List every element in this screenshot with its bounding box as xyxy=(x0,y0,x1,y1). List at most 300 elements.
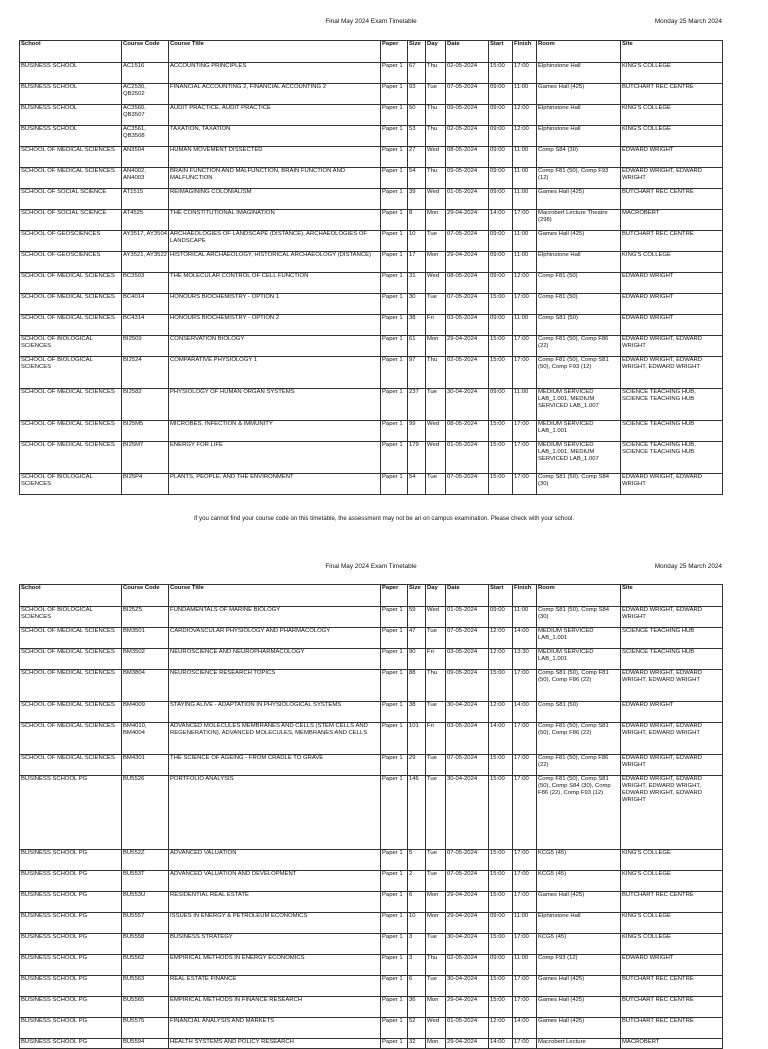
day-cell: Mon xyxy=(426,1039,446,1049)
school-cell: SCHOOL OF MEDICAL SCIENCES xyxy=(20,273,122,294)
table-row xyxy=(20,755,723,776)
room-cell: KCG5 (45) xyxy=(537,934,621,955)
table-row xyxy=(20,955,723,976)
school-cell: SCHOOL OF MEDICAL SCIENCES xyxy=(20,755,122,776)
date-cell: 07-05-2024 xyxy=(446,474,489,495)
finish-cell: 11:00 xyxy=(513,913,537,934)
room-cell: Comp F81 (50), Comp F93 (12) xyxy=(537,168,621,189)
size-cell: 54 xyxy=(408,168,426,189)
paper-cell: Paper 1 xyxy=(381,474,408,495)
table-row xyxy=(20,628,723,649)
site-cell: EDWARD WRIGHT xyxy=(621,315,723,336)
date-cell: 01-05-2024 xyxy=(446,442,489,474)
room-cell: Comp S81 (50), Comp S84 (30) xyxy=(537,474,621,495)
course-code-cell: AC3561, QB3508 xyxy=(122,126,169,147)
table-row xyxy=(20,723,723,755)
school-cell: BUSINESS SCHOOL xyxy=(20,63,122,84)
table-row xyxy=(20,871,723,892)
size-cell: 2 xyxy=(408,871,426,892)
size-cell: 6 xyxy=(408,892,426,913)
column-header-finish: Finish xyxy=(513,41,537,63)
course-code-cell: BM4009 xyxy=(122,702,169,723)
header-row xyxy=(20,585,723,607)
school-cell: SCHOOL OF MEDICAL SCIENCES xyxy=(20,723,122,755)
site-cell: KING'S COLLEGE xyxy=(621,871,723,892)
start-cell: 09:00 xyxy=(489,189,513,210)
paper-cell: Paper 1 xyxy=(381,189,408,210)
date-cell: 30-04-2024 xyxy=(446,389,489,421)
course-title-cell: HISTORICAL ARCHAEOLOGY, HISTORICAL ARCHAEOLOGY (DISTANCE) xyxy=(169,252,381,273)
date-cell: 29-04-2024 xyxy=(446,252,489,273)
page-1-title: Final May 2024 Exam Timetable xyxy=(325,18,417,25)
start-cell: 15:00 xyxy=(489,336,513,357)
size-cell: 54 xyxy=(408,474,426,495)
school-cell: SCHOOL OF MEDICAL SCIENCES xyxy=(20,442,122,474)
course-title-cell: TAXATION, TAXATION xyxy=(169,126,381,147)
finish-cell: 17:00 xyxy=(513,934,537,955)
start-cell: 15:00 xyxy=(489,776,513,850)
column-header-school: School xyxy=(20,41,122,63)
paper-cell: Paper 1 xyxy=(381,649,408,670)
day-cell: Tue xyxy=(426,976,446,997)
day-cell: Tue xyxy=(426,389,446,421)
day-cell: Thu xyxy=(426,105,446,126)
course-code-cell: BM3501 xyxy=(122,628,169,649)
start-cell: 09:00 xyxy=(489,913,513,934)
school-cell: BUSINESS SCHOOL xyxy=(20,126,122,147)
size-cell: 31 xyxy=(408,273,426,294)
size-cell: 36 xyxy=(408,997,426,1018)
room-cell: Elphinstone Hall xyxy=(537,63,621,84)
table-row xyxy=(20,421,723,442)
school-cell: SCHOOL OF GEOSCIENCES xyxy=(20,231,122,252)
paper-cell: Paper 1 xyxy=(381,955,408,976)
room-cell: KCG5 (45) xyxy=(537,850,621,871)
date-cell: 08-05-2024 xyxy=(446,421,489,442)
course-title-cell: ENERGY FOR LIFE xyxy=(169,442,381,474)
room-cell: Games Hall (425) xyxy=(537,1018,621,1039)
paper-cell: Paper 1 xyxy=(381,442,408,474)
room-cell: Comp F81 (50), Comp F86 (22) xyxy=(537,336,621,357)
date-cell: 07-05-2024 xyxy=(446,231,489,252)
course-code-cell: AC1516 xyxy=(122,63,169,84)
start-cell: 09:00 xyxy=(489,607,513,628)
course-code-cell: BI2509 xyxy=(122,336,169,357)
room-cell: Games Hall (425) xyxy=(537,231,621,252)
finish-cell: 17:00 xyxy=(513,336,537,357)
paper-cell: Paper 1 xyxy=(381,934,408,955)
table-row xyxy=(20,976,723,997)
day-cell: Tue xyxy=(426,702,446,723)
start-cell: 15:00 xyxy=(489,934,513,955)
column-header-start: Start xyxy=(489,41,513,63)
course-code-cell: BU553U xyxy=(122,892,169,913)
course-code-cell: BU552Z xyxy=(122,850,169,871)
finish-cell: 11:00 xyxy=(513,84,537,105)
size-cell: 53 xyxy=(408,126,426,147)
course-code-cell: BI25Z5 xyxy=(122,607,169,628)
size-cell: 99 xyxy=(408,421,426,442)
school-cell: BUSINESS SCHOOL PG xyxy=(20,871,122,892)
paper-cell: Paper 1 xyxy=(381,997,408,1018)
day-cell: Mon xyxy=(426,252,446,273)
course-title-cell: ADVANCED VALUATION xyxy=(169,850,381,871)
column-header-room: Room xyxy=(537,585,621,607)
paper-cell: Paper 1 xyxy=(381,850,408,871)
course-code-cell: BU5557 xyxy=(122,913,169,934)
finish-cell: 17:00 xyxy=(513,723,537,755)
start-cell: 09:00 xyxy=(489,147,513,168)
paper-cell: Paper 1 xyxy=(381,871,408,892)
column-header-site: Site xyxy=(621,41,723,63)
room-cell: MEDIUM SERVICED LAB_1.001 xyxy=(537,421,621,442)
column-header-finish: Finish xyxy=(513,585,537,607)
table-row xyxy=(20,850,723,871)
date-cell: 29-04-2024 xyxy=(446,336,489,357)
day-cell: Fri xyxy=(426,649,446,670)
paper-cell: Paper 1 xyxy=(381,84,408,105)
site-cell: BUTCHART REC CENTRE xyxy=(621,231,723,252)
date-cell: 03-05-2024 xyxy=(446,649,489,670)
course-code-cell: BC3503 xyxy=(122,273,169,294)
site-cell: KING'S COLLEGE xyxy=(621,934,723,955)
date-cell: 02-05-2024 xyxy=(446,63,489,84)
start-cell: 09:00 xyxy=(489,105,513,126)
table-row xyxy=(20,389,723,421)
course-title-cell: PORTFOLIO ANALYSIS xyxy=(169,776,381,850)
date-cell: 08-05-2024 xyxy=(446,273,489,294)
course-title-cell: NEUROSCIENCE RESEARCH TOPICS xyxy=(169,670,381,702)
table-row xyxy=(20,607,723,628)
room-cell: Elphinstone Hall xyxy=(537,252,621,273)
table-row xyxy=(20,231,723,252)
site-cell: EDWARD WRIGHT, EDWARD WRIGHT, EDWARD WRIGHT, EDWARD WRIGHT, EDWARD WRIGHT xyxy=(621,776,723,850)
day-cell: Mon xyxy=(426,997,446,1018)
finish-cell: 11:00 xyxy=(513,252,537,273)
finish-cell: 17:00 xyxy=(513,63,537,84)
table-row xyxy=(20,294,723,315)
course-title-cell: ISSUES IN ENERGY & PETROLEUM ECONOMICS xyxy=(169,913,381,934)
room-cell: Comp F81 (50) xyxy=(537,273,621,294)
paper-cell: Paper 1 xyxy=(381,231,408,252)
day-cell: Wed xyxy=(426,442,446,474)
course-code-cell: BM4010, BM4004 xyxy=(122,723,169,755)
course-code-cell: BC4314 xyxy=(122,315,169,336)
site-cell: SCIENCE TEACHING HUB, SCIENCE TEACHING HUB xyxy=(621,389,723,421)
site-cell: MACROBERT xyxy=(621,1039,723,1049)
size-cell: 146 xyxy=(408,776,426,850)
course-title-cell: FINANCIAL ANALYSIS AND MARKETS xyxy=(169,1018,381,1039)
paper-cell: Paper 1 xyxy=(381,389,408,421)
site-cell: EDWARD WRIGHT xyxy=(621,702,723,723)
size-cell: 5 xyxy=(408,850,426,871)
school-cell: SCHOOL OF GEOSCIENCES xyxy=(20,252,122,273)
column-header-course-title: Course Title xyxy=(169,41,381,63)
paper-cell: Paper 1 xyxy=(381,607,408,628)
room-cell: MEDIUM SERVICED LAB_1.001, MEDIUM SERVICED LAB_1.007 xyxy=(537,389,621,421)
school-cell: BUSINESS SCHOOL PG xyxy=(20,934,122,955)
day-cell: Wed xyxy=(426,273,446,294)
finish-cell: 12:00 xyxy=(513,126,537,147)
school-cell: SCHOOL OF MEDICAL SCIENCES xyxy=(20,628,122,649)
page-2-date: Monday 25 March 2024 xyxy=(654,563,722,570)
page-1-header xyxy=(20,18,722,28)
course-title-cell: THE MOLECULAR CONTROL OF CELL FUNCTION xyxy=(169,273,381,294)
date-cell: 07-05-2024 xyxy=(446,628,489,649)
finish-cell: 17:00 xyxy=(513,997,537,1018)
room-cell: MEDIUM SERVICED LAB_1.001 xyxy=(537,628,621,649)
column-header-school: School xyxy=(20,585,122,607)
start-cell: 14:00 xyxy=(489,210,513,231)
paper-cell: Paper 1 xyxy=(381,357,408,389)
course-code-cell: BI25P4 xyxy=(122,474,169,495)
day-cell: Fri xyxy=(426,723,446,755)
day-cell: Tue xyxy=(426,934,446,955)
size-cell: 10 xyxy=(408,913,426,934)
site-cell: KING'S COLLEGE xyxy=(621,850,723,871)
date-cell: 09-05-2024 xyxy=(446,168,489,189)
date-cell: 02-05-2024 xyxy=(446,357,489,389)
room-cell: Macrobert Lecture Theatre (298) xyxy=(537,210,621,231)
page-1-timetable-table xyxy=(19,40,723,495)
course-code-cell: BU5562 xyxy=(122,955,169,976)
size-cell: 52 xyxy=(408,1018,426,1039)
day-cell: Thu xyxy=(426,168,446,189)
date-cell: 30-04-2024 xyxy=(446,976,489,997)
finish-cell: 17:00 xyxy=(513,474,537,495)
site-cell: BUTCHART REC CENTRE xyxy=(621,84,723,105)
school-cell: SCHOOL OF BIOLOGICAL SCIENCES xyxy=(20,357,122,389)
course-code-cell: BM3502 xyxy=(122,649,169,670)
day-cell: Wed xyxy=(426,421,446,442)
course-code-cell: BI25M5 xyxy=(122,421,169,442)
day-cell: Tue xyxy=(426,231,446,252)
day-cell: Tue xyxy=(426,294,446,315)
column-header-site: Site xyxy=(621,585,723,607)
site-cell: BUTCHART REC CENTRE xyxy=(621,1018,723,1039)
school-cell: BUSINESS SCHOOL xyxy=(20,84,122,105)
school-cell: BUSINESS SCHOOL PG xyxy=(20,955,122,976)
finish-cell: 12:00 xyxy=(513,273,537,294)
size-cell: 179 xyxy=(408,442,426,474)
course-code-cell: AT1515 xyxy=(122,189,169,210)
finish-cell: 17:00 xyxy=(513,294,537,315)
room-cell: Comp F93 (12) xyxy=(537,955,621,976)
room-cell: Games Hall (425) xyxy=(537,997,621,1018)
start-cell: 12:00 xyxy=(489,628,513,649)
column-header-size: Size xyxy=(408,585,426,607)
room-cell: MEDIUM SERVICED LAB_1.001, MEDIUM SERVICED LAB_1.007 xyxy=(537,442,621,474)
room-cell: Elphinstone Hall xyxy=(537,913,621,934)
size-cell: 38 xyxy=(408,315,426,336)
size-cell: 32 xyxy=(408,1039,426,1049)
size-cell: 67 xyxy=(408,63,426,84)
column-header-course-code: Course Code xyxy=(122,41,169,63)
start-cell: 12:00 xyxy=(489,702,513,723)
size-cell: 3 xyxy=(408,934,426,955)
date-cell: 29-04-2024 xyxy=(446,1039,489,1049)
day-cell: Tue xyxy=(426,871,446,892)
course-code-cell: BI2582 xyxy=(122,389,169,421)
start-cell: 15:00 xyxy=(489,63,513,84)
course-title-cell: CONSERVATION BIOLOGY xyxy=(169,336,381,357)
page-2-header xyxy=(20,563,722,573)
page-1-date: Monday 25 March 2024 xyxy=(654,18,722,25)
site-cell: EDWARD WRIGHT, EDWARD WRIGHT xyxy=(621,168,723,189)
room-cell: Games Hall (425) xyxy=(537,976,621,997)
column-header-date: Date xyxy=(446,585,489,607)
room-cell: Comp S81 (50) xyxy=(537,702,621,723)
finish-cell: 17:00 xyxy=(513,670,537,702)
school-cell: SCHOOL OF MEDICAL SCIENCES xyxy=(20,168,122,189)
paper-cell: Paper 1 xyxy=(381,976,408,997)
table-row xyxy=(20,189,723,210)
room-cell: MEDIUM SERVICED LAB_1.001 xyxy=(537,649,621,670)
course-code-cell: BU5594 xyxy=(122,1039,169,1049)
course-code-cell: BI25M7 xyxy=(122,442,169,474)
course-title-cell: BUSINESS STRATEGY xyxy=(169,934,381,955)
date-cell: 09-05-2024 xyxy=(446,670,489,702)
date-cell: 30-04-2024 xyxy=(446,776,489,850)
page-2-timetable-table xyxy=(19,584,723,1049)
day-cell: Mon xyxy=(426,210,446,231)
start-cell: 14:00 xyxy=(489,1039,513,1049)
day-cell: Wed xyxy=(426,147,446,168)
page-1-note: If you cannot find your course code on this timetable, the assessment may not be an on campus examination. Please check with your school. xyxy=(193,515,575,522)
finish-cell: 14:00 xyxy=(513,702,537,723)
course-code-cell: BU5563 xyxy=(122,976,169,997)
start-cell: 15:00 xyxy=(489,871,513,892)
paper-cell: Paper 1 xyxy=(381,1039,408,1049)
start-cell: 09:00 xyxy=(489,955,513,976)
course-title-cell: RESIDENTIAL REAL ESTATE xyxy=(169,892,381,913)
start-cell: 15:00 xyxy=(489,997,513,1018)
column-header-day: Day xyxy=(426,41,446,63)
finish-cell: 17:00 xyxy=(513,442,537,474)
site-cell: BUTCHART REC CENTRE xyxy=(621,892,723,913)
page-2-title: Final May 2024 Exam Timetable xyxy=(325,563,417,570)
course-title-cell: HUMAN MOVEMENT DISSECTED xyxy=(169,147,381,168)
course-code-cell: BC4014 xyxy=(122,294,169,315)
paper-cell: Paper 1 xyxy=(381,913,408,934)
school-cell: BUSINESS SCHOOL PG xyxy=(20,1018,122,1039)
site-cell: BUTCHART REC CENTRE xyxy=(621,976,723,997)
course-title-cell: HONOURS BIOCHEMISTRY - OPTION 1 xyxy=(169,294,381,315)
finish-cell: 11:00 xyxy=(513,389,537,421)
start-cell: 15:00 xyxy=(489,357,513,389)
site-cell: EDWARD WRIGHT xyxy=(621,955,723,976)
column-header-paper: Paper xyxy=(381,41,408,63)
date-cell: 07-05-2024 xyxy=(446,850,489,871)
course-title-cell: ADVANCED VALUATION AND DEVELOPMENT xyxy=(169,871,381,892)
course-code-cell: BU5526 xyxy=(122,776,169,850)
course-title-cell: ADVANCED MOLECULES MEMBRANES AND CELLS (STEM CELLS AND REGENERATION), ADVANCED MOLECULES, MEMBRANES AND CELLS xyxy=(169,723,381,755)
start-cell: 09:00 xyxy=(489,168,513,189)
site-cell: SCIENCE TEACHING HUB xyxy=(621,628,723,649)
site-cell: SCIENCE TEACHING HUB xyxy=(621,649,723,670)
date-cell: 07-05-2024 xyxy=(446,755,489,776)
room-cell: Comp S81 (50), Comp F81 (50), Comp F86 (22) xyxy=(537,670,621,702)
site-cell: BUTCHART REC CENTRE xyxy=(621,997,723,1018)
school-cell: BUSINESS SCHOOL xyxy=(20,105,122,126)
day-cell: Tue xyxy=(426,776,446,850)
course-title-cell: FUNDAMENTALS OF MARINE BIOLOGY xyxy=(169,607,381,628)
table-row xyxy=(20,336,723,357)
finish-cell: 17:00 xyxy=(513,850,537,871)
start-cell: 15:00 xyxy=(489,892,513,913)
date-cell: 29-04-2024 xyxy=(446,913,489,934)
column-header-start: Start xyxy=(489,585,513,607)
room-cell: Games Hall (425) xyxy=(537,84,621,105)
day-cell: Tue xyxy=(426,755,446,776)
school-cell: SCHOOL OF SOCIAL SCIENCE xyxy=(20,210,122,231)
size-cell: 50 xyxy=(408,105,426,126)
site-cell: KING'S COLLEGE xyxy=(621,105,723,126)
course-title-cell: HEALTH SYSTEMS AND POLICY RESEARCH xyxy=(169,1039,381,1049)
paper-cell: Paper 1 xyxy=(381,168,408,189)
size-cell: 17 xyxy=(408,252,426,273)
finish-cell: 17:00 xyxy=(513,1039,537,1049)
date-cell: 03-05-2024 xyxy=(446,723,489,755)
start-cell: 14:00 xyxy=(489,723,513,755)
start-cell: 15:00 xyxy=(489,670,513,702)
school-cell: SCHOOL OF BIOLOGICAL SCIENCES xyxy=(20,607,122,628)
room-cell: Elphinstone Hall xyxy=(537,126,621,147)
course-title-cell: EMPIRICAL METHODS IN ENERGY ECONOMICS xyxy=(169,955,381,976)
day-cell: Mon xyxy=(426,913,446,934)
size-cell: 237 xyxy=(408,389,426,421)
date-cell: 02-05-2024 xyxy=(446,955,489,976)
course-title-cell: REIMAGINING COLONIALISM xyxy=(169,189,381,210)
school-cell: SCHOOL OF MEDICAL SCIENCES xyxy=(20,315,122,336)
column-header-paper: Paper xyxy=(381,585,408,607)
table-row xyxy=(20,210,723,231)
table-row xyxy=(20,776,723,850)
size-cell: 93 xyxy=(408,84,426,105)
school-cell: BUSINESS SCHOOL PG xyxy=(20,1039,122,1049)
school-cell: BUSINESS SCHOOL PG xyxy=(20,850,122,871)
site-cell: EDWARD WRIGHT, EDWARD WRIGHT, EDWARD WRIGHT xyxy=(621,723,723,755)
site-cell: EDWARD WRIGHT xyxy=(621,294,723,315)
finish-cell: 12:00 xyxy=(513,105,537,126)
date-cell: 07-05-2024 xyxy=(446,84,489,105)
start-cell: 09:00 xyxy=(489,231,513,252)
date-cell: 30-04-2024 xyxy=(446,934,489,955)
paper-cell: Paper 1 xyxy=(381,670,408,702)
finish-cell: 17:00 xyxy=(513,421,537,442)
table-row xyxy=(20,315,723,336)
finish-cell: 17:00 xyxy=(513,976,537,997)
table-row xyxy=(20,168,723,189)
day-cell: Tue xyxy=(426,628,446,649)
table-row xyxy=(20,442,723,474)
date-cell: 01-05-2024 xyxy=(446,1018,489,1039)
course-title-cell: ARCHAEOLOGIES OF LANDSCAPE (DISTANCE), ARCHAEOLOGIES OF LANDSCAPE xyxy=(169,231,381,252)
course-title-cell: BRAIN FUNCTION AND MALFUNCTION, BRAIN FUNCTION AND MALFUNCTION xyxy=(169,168,381,189)
finish-cell: 17:00 xyxy=(513,357,537,389)
course-code-cell: AY3521, AY3522 xyxy=(122,252,169,273)
date-cell: 03-05-2024 xyxy=(446,315,489,336)
day-cell: Thu xyxy=(426,955,446,976)
start-cell: 12:00 xyxy=(489,1018,513,1039)
course-code-cell: BI2524 xyxy=(122,357,169,389)
room-cell: Macrobert Lecture xyxy=(537,1039,621,1049)
finish-cell: 14:00 xyxy=(513,628,537,649)
site-cell: EDWARD WRIGHT xyxy=(621,147,723,168)
room-cell: Comp F81 (50), Comp S81 (50), Comp S84 (30), Comp F86 (22), Comp F93 (12) xyxy=(537,776,621,850)
size-cell: 39 xyxy=(408,189,426,210)
table-row xyxy=(20,997,723,1018)
